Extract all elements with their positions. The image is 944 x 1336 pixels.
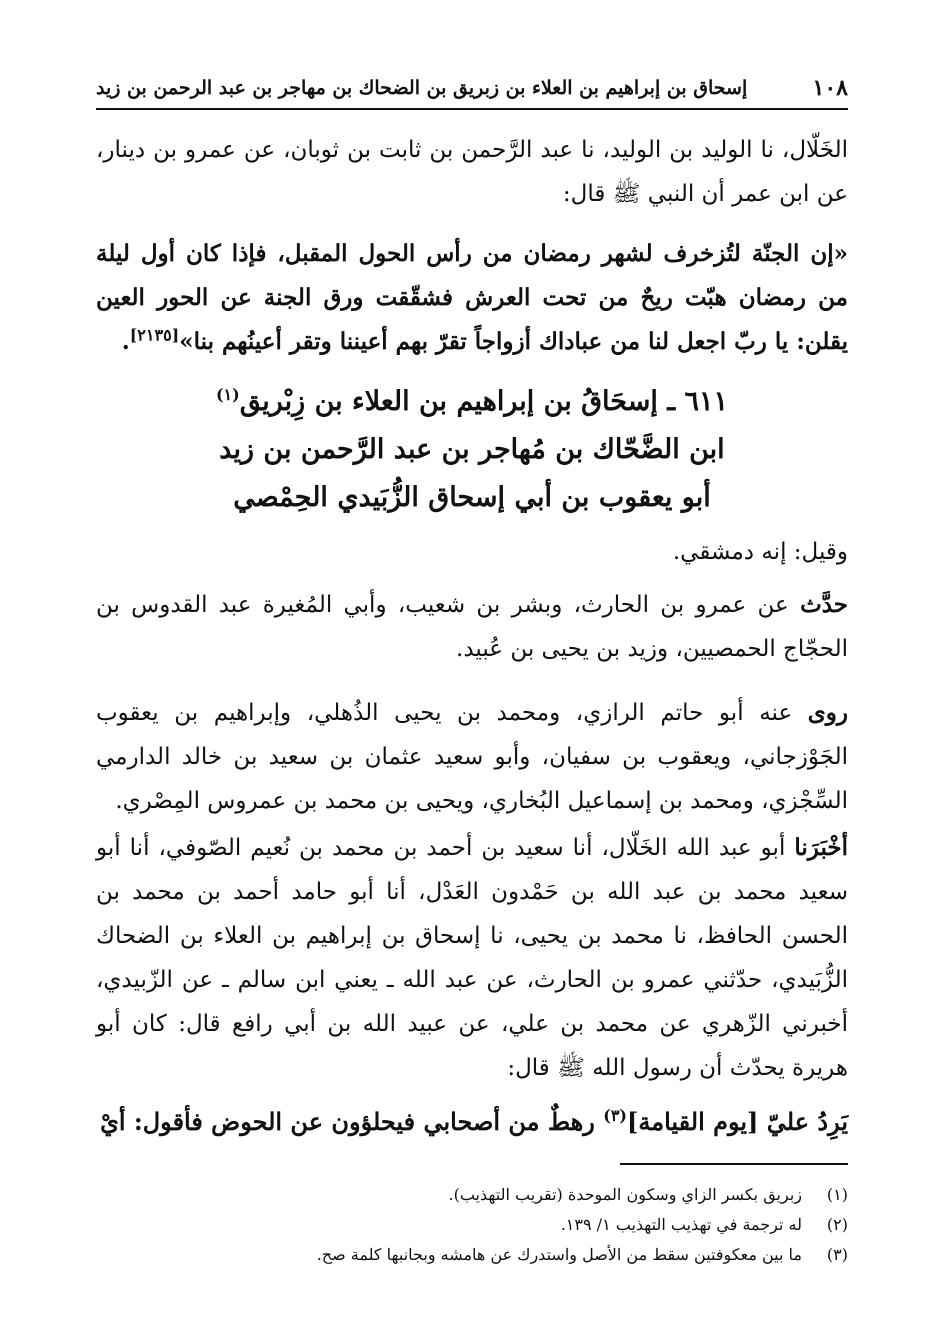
footnote-number: (٢) xyxy=(826,1215,848,1234)
biography-line-3: أبو يعقوب بن أبي إسحاق الزُّبَيدي الحِمْصي xyxy=(233,482,711,513)
biography-line-1 xyxy=(96,378,848,426)
akhbarana-text: أبو عبد الله الخَلّال، أنا سعيد بن أحمد بن محمد بن نُعيم الصّوفي، أنا أبو سعيد محمد بن عبد الله بن حَمْدون العَدْل، أنا أبو حامد أحمد بن محمد بن الحسن الحافظ، نا محمد بن يحيى، نا إسحاق بن إبراهيم بن العلاء بن الضحاك الزُّبَيدي، حدّثني عمرو بن الحارث، عن عبد الله ـ يعني ابن سالم ـ عن الزّبيدي، أخبرني الزّهري عن محمد بن علي، عن عبيد الله بن أبي رافع قال: كان أبو هريرة يحدّث أن رسول الله ﷺ قال: xyxy=(96,835,848,1081)
biography-line-2: ابن الضَّحّاك بن مُهاجر بن عبد الرَّحمن بن زيد xyxy=(219,434,725,465)
origin-note xyxy=(96,530,848,574)
footnote-ref-1: (١) xyxy=(215,385,240,404)
haddath-text: عن عمرو بن الحارث، وبشر بن شعيب، وأبي المُغيرة عبد القدوس بن الحجّاج الحمصيين، وزيد بن يحيى بن عُبيد. xyxy=(96,592,848,662)
biography-name: ٦١١ ـ إسحَاقُ بن إبراهيم بن العلاء بن زِبْريق xyxy=(239,386,729,417)
isnad-paragraph xyxy=(96,128,848,216)
footnote-ref-3: (٣) xyxy=(603,1106,627,1125)
hadith-text: «إن الجنّة لتُزخرف لشهر رمضان من رأس الحول المقبل، فإذا كان أول ليلة من رمضان هبّت ريحٌ من تحت العرش فشقّقت ورق الجنة عن الحور العين يقلن: يا ربّ اجعل لنا من عباداك أزواجاً تقرّ بهم أعيننا وتقر أعينُهم بنا» xyxy=(96,240,848,355)
footnote-2 xyxy=(96,1210,848,1240)
footnote-1 xyxy=(96,1180,848,1210)
akhbarana-lead: أخْبَرَنا xyxy=(794,834,849,861)
hadith-number: [٢١٣٥] xyxy=(129,325,180,345)
hadith-rest: رهطٌ من أصحابي فيحلؤون عن الحوض فأقول: أيْ xyxy=(100,1107,595,1136)
haddath-paragraph xyxy=(96,583,848,671)
footnote-number: (١) xyxy=(826,1185,848,1204)
footnote-text: زبريق بكسر الزاي وسكون الموحدة (تقريب التهذيب). xyxy=(448,1185,802,1204)
hadith-end: . xyxy=(121,328,130,355)
footnote-number: (٣) xyxy=(826,1245,848,1264)
akhbarana-paragraph xyxy=(96,826,848,1090)
biography-heading xyxy=(96,378,848,522)
isnad-text: الخَلّال، نا الوليد بن الوليد، نا عبد الرَّحمن بن ثابت بن ثوبان، عن عمرو بن دينار، عن ابن عمر أن النبي ﷺ قال: xyxy=(96,137,848,207)
hadith-start: يَرِدُ عليّ [يوم القيامة] xyxy=(627,1107,848,1136)
page-header xyxy=(96,68,848,110)
rawa-lead: روى xyxy=(807,699,848,726)
footnote-separator xyxy=(620,1163,848,1165)
hadith-start-paragraph xyxy=(96,1100,848,1144)
footnotes xyxy=(96,1180,848,1270)
running-title: إسحاق بن إبراهيم بن العلاء بن زبريق بن الضحاك بن مهاجر بن عبد الرحمن بن زيد xyxy=(96,77,748,99)
haddath-lead: حدَّث xyxy=(800,591,849,618)
origin-note-text: وقيل: إنه دمشقي. xyxy=(672,539,848,565)
footnote-text: ما بين معكوفتين سقط من الأصل واستدرك عن هامشه وبجانبها كلمة صح. xyxy=(316,1245,802,1264)
rawa-text: عنه أبو حاتم الرازي، ومحمد بن يحيى الذُهلي، وإبراهيم بن يعقوب الجَوْزجاني، ويعقوب بن سفيان، وأبو سعيد عثمان بن سعيد بن خالد الدارمي السِّجْزي، ومحمد بن إسماعيل البُخاري، ويحيى بن محمد بن عمروس المِصْري. xyxy=(96,700,848,814)
footnote-text: له ترجمة في تهذيب التهذيب ١/ ١٣٩. xyxy=(560,1215,802,1234)
footnote-3 xyxy=(96,1240,848,1270)
hadith-paragraph xyxy=(96,232,848,364)
rawa-paragraph xyxy=(96,691,848,823)
page-number: ١٠٨ xyxy=(812,75,848,101)
